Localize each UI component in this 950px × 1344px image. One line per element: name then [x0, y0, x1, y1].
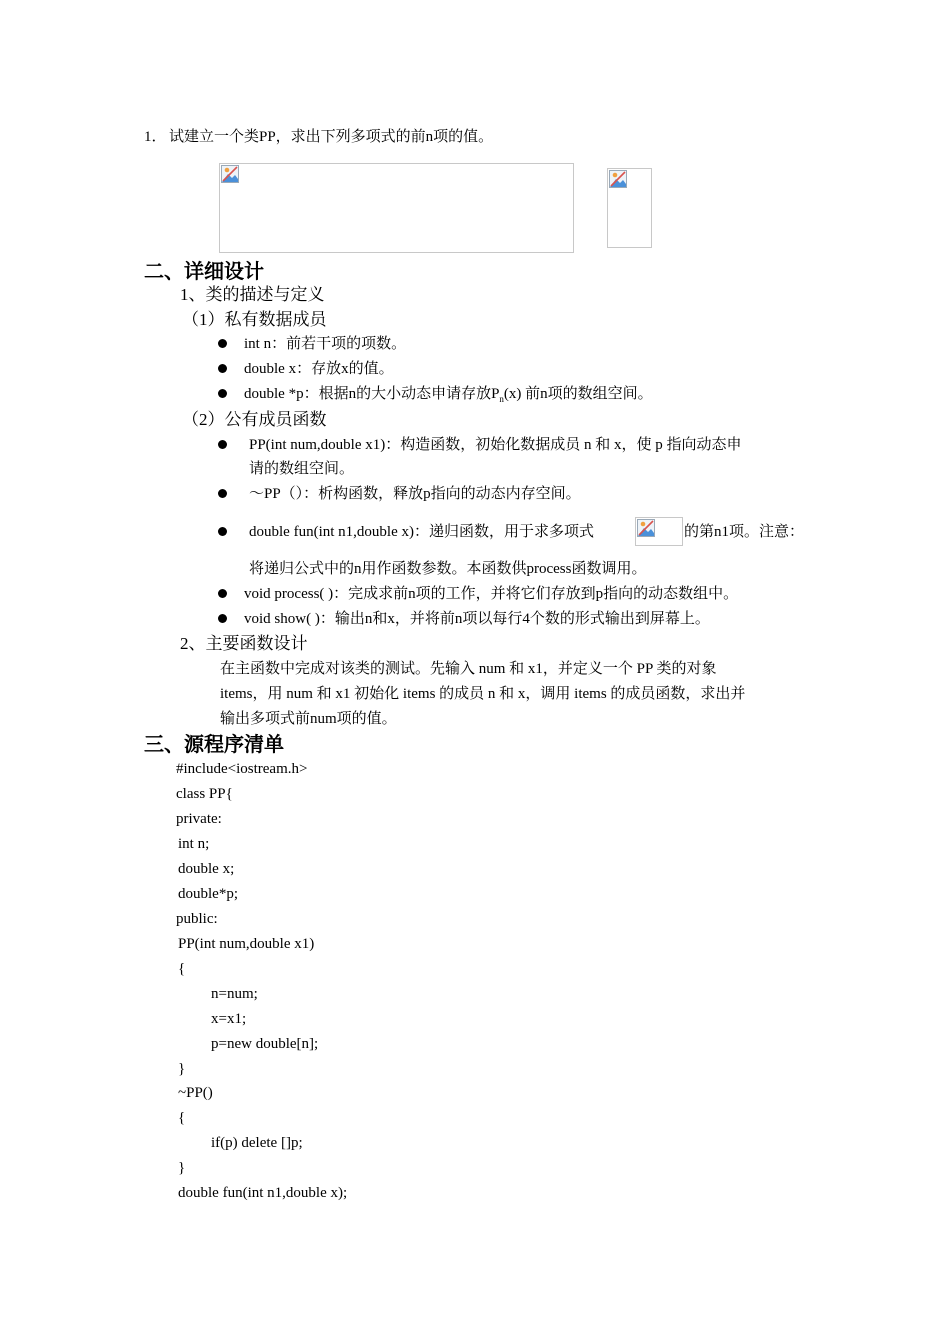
code-line: if(p) delete []p;: [211, 1135, 303, 1151]
code-line: int n;: [178, 836, 210, 852]
section2-sub1: 1、类的描述与定义: [180, 285, 325, 304]
bullet: [218, 527, 227, 536]
main-desc-line-2: items，用 num 和 x1 初始化 items 的成员 n 和 x，调用 items 的成员函数，求出并: [220, 686, 746, 702]
section2-heading: 二、详细设计: [144, 259, 264, 283]
private-item-p-text: double *p：根据n的大小动态申请存放P: [244, 386, 500, 402]
code-line: }: [178, 1160, 186, 1176]
code-line: double x;: [178, 861, 235, 877]
formula-image-main: [219, 163, 574, 253]
code-line: private:: [176, 811, 222, 827]
code-line: public:: [176, 911, 218, 927]
bullet: [218, 364, 227, 373]
code-line: PP(int num,double x1): [178, 936, 315, 952]
public-item-destructor: ～PP（）：析构函数，释放p指向的动态内存空间。: [249, 486, 581, 502]
bullet: [218, 389, 227, 398]
main-desc-line-1: 在主函数中完成对该类的测试。先输入 num 和 x1，并定义一个 PP 类的对象: [220, 661, 717, 677]
bullet: [218, 589, 227, 598]
problem-text: 试建立一个类PP，求出下列多项式的前n项的值。: [169, 129, 494, 145]
private-item-n: int n：前若干项的项数。: [244, 336, 407, 352]
bullet: [218, 489, 227, 498]
public-item-show: void show( )：输出n和x，并将前n项以每行4个数的形式输出到屏幕上。: [244, 611, 710, 627]
code-line: double*p;: [178, 886, 238, 902]
public-item-fun: double fun(int n1,double x)：递归函数，用于求多项式: [249, 524, 594, 540]
bullet: [218, 440, 227, 449]
formula-image-inline: [635, 517, 683, 546]
code-line: x=x1;: [211, 1011, 247, 1027]
code-line: double fun(int n1,double x);: [178, 1185, 348, 1201]
subscript-n: n: [499, 394, 504, 404]
code-line: n=num;: [211, 986, 258, 1002]
code-line: {: [178, 961, 186, 977]
bullet: [218, 339, 227, 348]
broken-image-icon: [609, 170, 627, 188]
private-item-p-tail: (x) 前n项的数组空间。: [503, 386, 653, 402]
section2-sub2: 2、主要函数设计: [180, 634, 308, 653]
public-members-title: （2）公有成员函数: [182, 410, 327, 429]
section3-heading: 三、源程序清单: [144, 732, 284, 756]
problem-number: 1．: [144, 129, 167, 145]
broken-image-icon: [637, 519, 655, 537]
code-line: p=new double[n];: [211, 1036, 319, 1052]
public-item-process: void process( )：完成求前n项的工作，并将它们存放到p指向的动态数组中。: [244, 586, 739, 602]
code-line: class PP{: [176, 786, 233, 802]
formula-image-side: [607, 168, 652, 248]
code-line: }: [178, 1061, 186, 1077]
private-item-p: [244, 384, 653, 409]
main-desc-line-3: 输出多项式前num项的值。: [220, 711, 397, 727]
private-members-title: （1）私有数据成员: [182, 310, 327, 329]
code-line: #include<iostream.h>: [176, 761, 308, 777]
bullet: [218, 614, 227, 623]
code-line: {: [178, 1110, 186, 1126]
code-line: ~PP(): [178, 1085, 213, 1101]
private-item-x: double x：存放x的值。: [244, 361, 394, 377]
public-item-constructor: PP(int num,double x1)：构造函数，初始化数据成员 n 和 x，使 p 指向动态申: [249, 437, 742, 453]
public-item-fun-cont: 将递归公式中的n用作函数参数。本函数供process函数调用。: [249, 561, 647, 577]
public-item-constructor-cont: 请的数组空间。: [249, 461, 355, 477]
public-item-fun-tail: 的第n1项。注意：: [684, 524, 805, 540]
broken-image-icon: [221, 165, 239, 183]
